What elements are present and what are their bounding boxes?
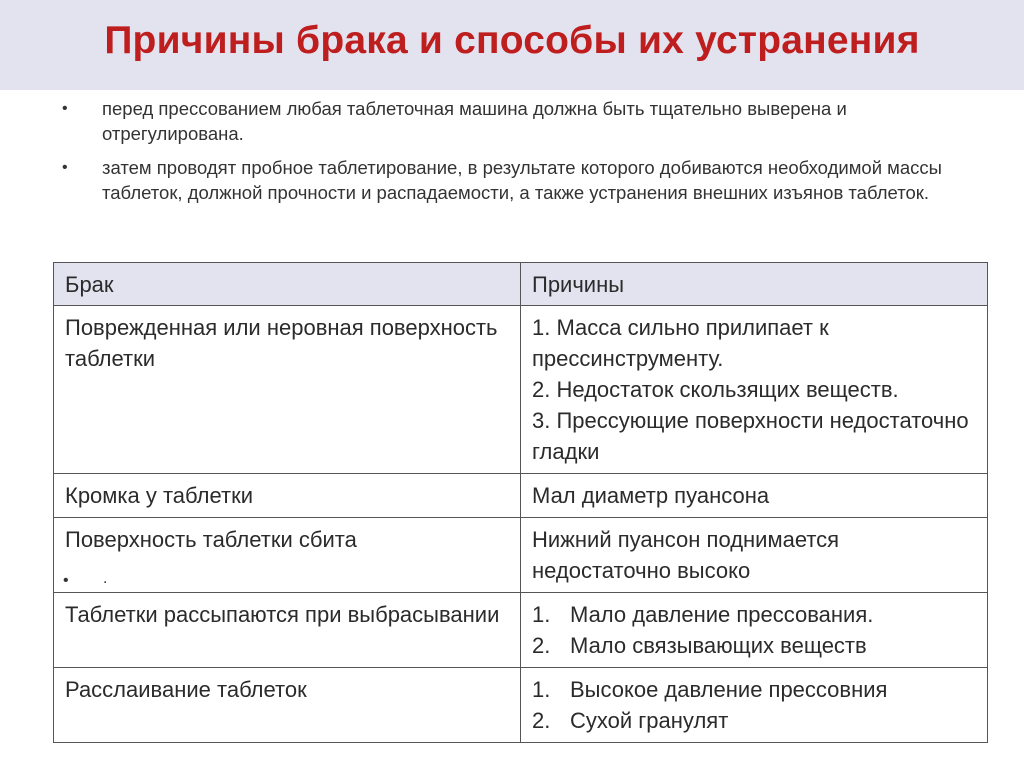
table-row	[54, 518, 988, 593]
cause-number: 2.	[532, 633, 551, 658]
causes-cell	[521, 518, 988, 593]
bullet-marker: •	[62, 159, 68, 176]
defects-table	[53, 262, 988, 743]
cause-line: 2. Недостаток скользящих веществ.	[532, 377, 899, 402]
header-causes: Причины	[521, 263, 988, 306]
stray-dot-mark: .	[103, 570, 108, 587]
table-row	[54, 668, 988, 743]
cause-text: Мало давление прессования.	[570, 602, 874, 627]
defect-cell: Поврежденная или неровная поверхность таблетки	[54, 306, 521, 474]
causes-cell	[521, 668, 988, 743]
cause-line	[532, 674, 977, 705]
cause-line	[532, 599, 977, 630]
cause-text: Мало связывающих веществ	[570, 633, 867, 658]
defect-cell: Расслаивание таблеток	[54, 668, 521, 743]
cause-line	[532, 705, 977, 736]
cause-line: Нижний пуансон поднимается недостаточно высоко	[532, 527, 840, 583]
bullet-text: затем проводят пробное таблетирование, в результате которого добиваются необходимой массы таблеток, должной прочности и распадаемости, а также устранения внешних изъянов таблеток.	[102, 157, 942, 203]
cause-line: Мал диаметр пуансона	[532, 483, 770, 508]
defect-cell: Кромка у таблетки	[54, 474, 521, 518]
causes-cell	[521, 474, 988, 518]
causes-cell	[521, 593, 988, 668]
bullet-item	[62, 155, 962, 205]
causes-cell	[521, 306, 988, 474]
table-row	[54, 474, 988, 518]
page-title: Причины брака и способы их устранения	[104, 19, 920, 62]
cause-number: 1.	[532, 677, 551, 702]
cause-text: Сухой гранулят	[570, 708, 729, 733]
bullet-marker: •	[62, 100, 68, 117]
defect-cell: Таблетки рассыпаются при выбрасывании	[54, 593, 521, 668]
bullet-text: перед прессованием любая таблеточная машина должна быть тщательно выверена и отрегулирована.	[102, 98, 847, 144]
cause-text: Высокое давление прессовния	[570, 677, 888, 702]
header-defect: Брак	[54, 263, 521, 306]
cause-number: 1.	[532, 602, 551, 627]
table-row	[54, 593, 988, 668]
cause-line	[532, 630, 977, 661]
cause-number: 2.	[532, 708, 551, 733]
defect-cell: Поверхность таблетки сбита	[54, 518, 521, 593]
intro-bullet-list	[62, 96, 962, 214]
bullet-item	[62, 96, 962, 146]
table-row	[54, 306, 988, 474]
cause-line: 3. Прессующие поверхности недостаточно гладки	[532, 408, 969, 464]
stray-bullet-mark: •	[63, 572, 69, 589]
cause-line: 1. Масса сильно прилипает к прессинструменту.	[532, 315, 829, 371]
table-header-row	[54, 263, 988, 306]
